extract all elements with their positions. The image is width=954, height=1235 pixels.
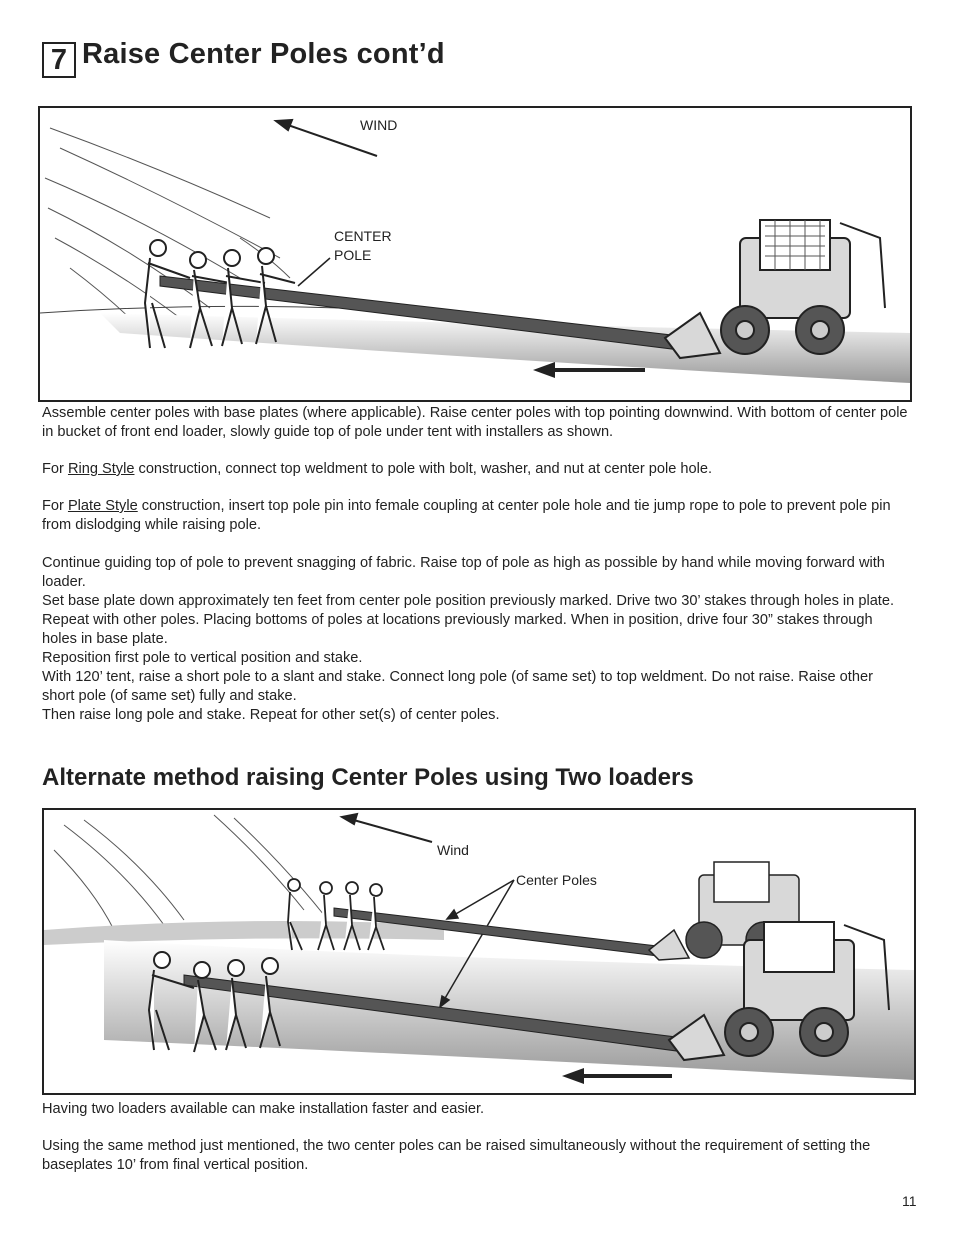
plate-style-text: construction, insert top pole pin into female coupling at center pole hole and tie jump rope to pole to prevent pole pin from dislodging while raising pole.: [42, 498, 891, 533]
instruction-step: Then raise long pole and stake. Repeat for other set(s) of center poles.: [42, 707, 500, 723]
step-number-box: 7: [42, 42, 76, 78]
illustration-single-loader: [40, 108, 910, 400]
wind-streaks: [54, 815, 324, 930]
wind-label: WIND: [360, 117, 398, 133]
center-pole-leader: [298, 258, 330, 286]
center-poles-label: Center Poles: [516, 872, 597, 888]
instruction-step: Set base plate down approximately ten feet from center pole position previously marked. Drive two 30’ stakes through holes in plate.: [42, 593, 895, 609]
page-title: Raise Center Poles cont’d: [82, 38, 445, 70]
plate-style-term: Plate Style: [67, 498, 138, 514]
illustration-two-loaders: [44, 810, 914, 1093]
plate-style-prefix: For: [42, 498, 68, 514]
section2-paragraph-1: Having two loaders available can make installation faster and easier.: [42, 1101, 485, 1117]
instruction-step: Reposition first pole to vertical position and stake.: [42, 650, 363, 666]
wind-arrow: [342, 814, 432, 842]
figure-two-loaders: [42, 808, 916, 1095]
instruction-step: Continue guiding top of pole to prevent snagging of fabric. Raise top of pole as high as possible by hand while moving forward with loader.: [42, 555, 885, 590]
ground-line: [40, 306, 340, 313]
wind-streaks: [45, 128, 290, 328]
instruction-step: Repeat with other poles. Placing bottoms of poles at locations previously marked. When in position, drive four 30” stakes through holes in base plate.: [42, 612, 873, 647]
wind-label: Wind: [437, 842, 469, 858]
section-title: Alternate method raising Center Poles using Two loaders: [42, 764, 694, 791]
instruction-ring-style: [42, 460, 908, 479]
ring-style-text: construction, connect top weldment to pole with bolt, washer, and nut at center pole hole.: [134, 461, 713, 477]
direction-arrow: [562, 1068, 672, 1084]
ring-style-prefix: For: [42, 461, 68, 477]
instruction-paragraph-1: Assemble center poles with base plates (where applicable). Raise center poles with top pointing downwind. With bottom of center pole in bucket of front end loader, slowly guide top of pole under tent with installers as shown.: [42, 405, 908, 440]
instruction-steps: [42, 554, 908, 725]
section2-paragraph-2: Using the same method just mentioned, the two center poles can be raised simultaneously without the requirement of setting the baseplates 10’ from final vertical position.: [42, 1138, 871, 1173]
center-pole-label-line2: POLE: [334, 247, 372, 263]
ring-style-term: Ring Style: [67, 461, 135, 477]
page-number: 11: [902, 1193, 917, 1209]
instruction-plate-style: [42, 497, 908, 535]
instruction-step: With 120’ tent, raise a short pole to a slant and stake. Connect long pole (of same set) to top weldment. Do not raise. Raise other short pole (of same set) fully and stake.: [42, 669, 873, 704]
center-pole-label-line1: CENTER: [334, 228, 392, 244]
figure-single-loader: [38, 106, 912, 402]
